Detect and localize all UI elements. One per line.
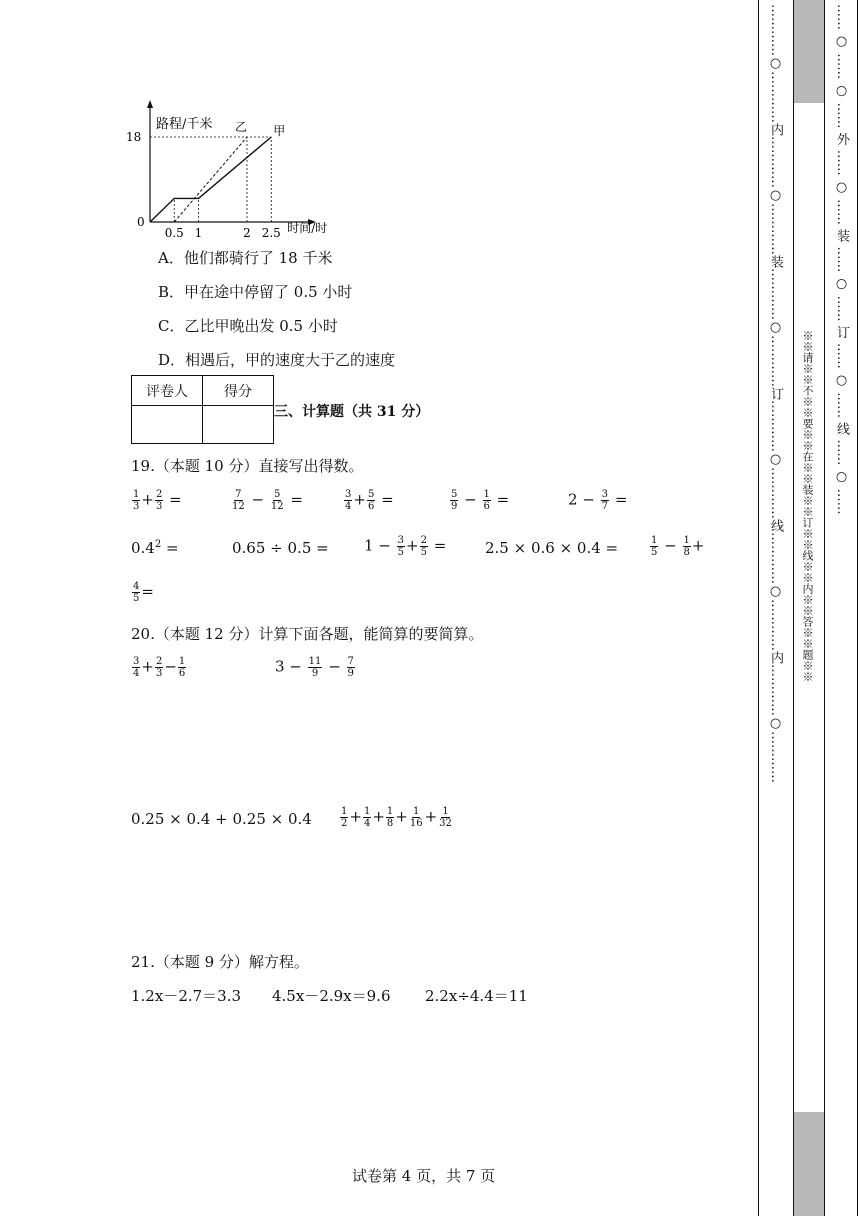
score-header: 得分: [203, 376, 274, 406]
origin-label: 0: [137, 215, 145, 229]
y-tick-label: 18: [126, 130, 142, 144]
series-label: 甲: [273, 124, 286, 138]
q19-expr-1: $\frac{1}{3}$ + $\frac{2}{3}$ =: [133, 489, 182, 512]
x-tick-label: 2: [243, 226, 251, 240]
binding-border-right: [857, 0, 858, 1216]
score-table: [131, 375, 274, 444]
x-axis-label: 时间/时: [287, 221, 328, 235]
inner-binding-line: …………○…………内…………○…………装…………○…………订…………○…………线…………○…………内…………○…………: [768, 4, 783, 783]
y-axis-arrow: [147, 100, 153, 108]
binding-border-left: [758, 0, 759, 1216]
q19-title: 19.（本题 10 分）直接写出得数。: [131, 457, 364, 475]
outer-binding-line: …… ○ …… ○ …… 外 …… ○ …… 装 …… ○ …… 订 …… ○ …… 线 …… ○ ……: [834, 4, 849, 515]
q19-expr-8: 1 − $\frac{3}{5}$ + $\frac{2}{5}$ =: [364, 535, 447, 558]
q20-expr-3: 0.25 × 0.4 + 0.25 × 0.4: [131, 810, 312, 828]
binding-gray-bottom: [794, 1112, 824, 1216]
q21-eq-1: 1.2x－2.7＝3.3: [131, 987, 242, 1005]
q20-title: 20.（本题 12 分）计算下面各题，能简算的要简算。: [131, 625, 484, 643]
option-b: B．甲在途中停留了 0.5 小时: [158, 283, 353, 301]
q19-expr-3: $\frac{3}{4}$ + $\frac{5}{6}$ =: [345, 489, 394, 512]
q19-expr-2: $\frac{7}{12}$ − $\frac{5}{12}$ =: [232, 489, 303, 512]
x-tick-label: 2.5: [261, 226, 281, 240]
series-label: 乙: [234, 120, 248, 134]
q19-expr-6: $0.4^2$ =: [131, 539, 179, 557]
option-c: C．乙比甲晚出发 0.5 小时: [158, 317, 338, 335]
series-line: [174, 137, 247, 222]
q21-eq-2: 4.5x－2.9x＝9.6: [272, 987, 391, 1005]
q19-expr-10b: $\frac{4}{5}$ =: [133, 581, 154, 604]
binding-gray-top: [794, 0, 824, 103]
q21-eq-3: 2.2x÷4.4＝11: [425, 987, 528, 1005]
option-d: D．相遇后，甲的速度大于乙的速度: [158, 351, 396, 369]
option-a: A．他们都骑行了 18 千米: [158, 249, 333, 267]
q20-expr-4: $\frac{1}{2}$ + $\frac{1}{4}$ + $\frac{1}{8}$ + $\frac{1}{16}$ + $\frac{1}{32}$: [341, 806, 452, 829]
x-tick-label: 1: [194, 226, 203, 240]
q19-expr-5: 2 − $\frac{3}{7}$ =: [568, 489, 628, 512]
page-footer: 试卷第 4 页，共 7 页: [352, 1167, 496, 1185]
grader-header: 评卷人: [132, 376, 203, 406]
grader-cell[interactable]: [132, 406, 203, 444]
q19-expr-9: 2.5 × 0.6 × 0.4 =: [485, 539, 619, 557]
x-tick-label: 0.5: [164, 226, 184, 240]
section-title: 三、计算题（共 31 分）: [274, 404, 430, 420]
q20-expr-1: $\frac{3}{4}$ + $\frac{2}{3}$ − $\frac{1}{6}$: [133, 656, 186, 679]
score-cell[interactable]: [203, 406, 274, 444]
binding-warning: ※※请※※不※※要※※在※※装※※订※※线※※内※※答※※题※※: [801, 330, 814, 682]
q19-expr-4: $\frac{5}{9}$ − $\frac{1}{6}$ =: [451, 489, 510, 512]
q19-expr-10a: $\frac{1}{5}$ − $\frac{1}{8}$ +: [651, 535, 705, 558]
y-axis-label: 路程/千米: [156, 117, 213, 132]
distance-time-chart: [120, 98, 360, 246]
q20-expr-2: 3 − $\frac{11}{9}$ − $\frac{7}{9}$: [275, 656, 354, 679]
q19-expr-7: 0.65 ÷ 0.5 =: [232, 539, 329, 557]
q21-title: 21.（本题 9 分）解方程。: [131, 953, 309, 971]
